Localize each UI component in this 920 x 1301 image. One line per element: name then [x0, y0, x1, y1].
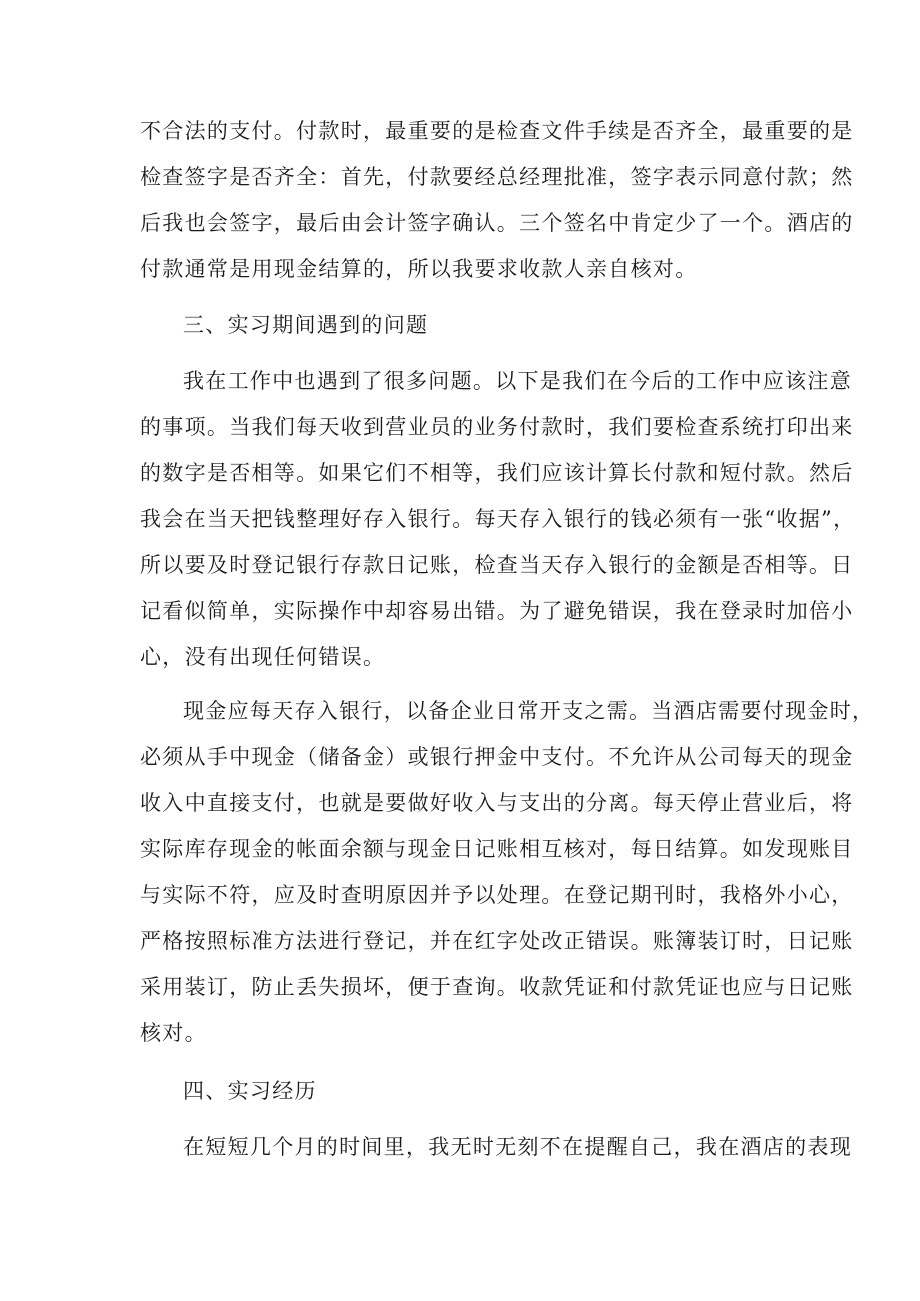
text-line: 我会在当天把钱整理好存入银行。每天存入银行的钱必须有一张“收据”， — [140, 507, 856, 531]
text-line: 记看似简单，实际操作中却容易出错。为了避免错误，我在登录时加倍小 — [140, 599, 854, 623]
text-line: 必须从手中现金（储备金）或银行押金中支付。不允许从公司每天的现金 — [140, 745, 854, 769]
section-heading: 四、实习经历 — [183, 1079, 317, 1103]
text-line: 严格按照标准方法进行登记，并在红字处改正错误。账簿装订时，日记账 — [140, 929, 854, 953]
text-line: 采用装订，防止丢失损坏，便于查询。收款凭证和付款凭证也应与日记账 — [140, 975, 854, 999]
section-heading: 三、实习期间遇到的问题 — [183, 313, 429, 337]
text-line: 在短短几个月的时间里，我无时无刻不在提醒自己，我在酒店的表现 — [183, 1135, 852, 1159]
text-line: 所以要及时登记银行存款日记账，检查当天存入银行的金额是否相等。日 — [140, 553, 854, 577]
text-line: 不合法的支付。付款时，最重要的是检查文件手续是否齐全，最重要的是 — [140, 119, 854, 143]
text-line: 后我也会签字，最后由会计签字确认。三个签名中肯定少了一个。酒店的 — [140, 211, 854, 235]
text-line: 付款通常是用现金结算的，所以我要求收款人亲自核对。 — [140, 257, 698, 281]
text-line: 核对。 — [140, 1021, 207, 1045]
text-line: 与实际不符，应及时查明原因并予以处理。在登记期刊时，我格外小心， — [140, 883, 854, 907]
text-line: 我在工作中也遇到了很多问题。以下是我们在今后的工作中应该注意 — [183, 369, 852, 393]
text-line: 心，没有出现任何错误。 — [140, 645, 386, 669]
text-line: 现金应每天存入银行，以备企业日常开支之需。当酒店需要付现金时， — [183, 699, 875, 723]
text-line: 的事项。当我们每天收到营业员的业务付款时，我们要检查系统打印出来 — [140, 415, 854, 439]
text-line: 检查签字是否齐全：首先，付款要经总经理批准，签字表示同意付款；然 — [140, 165, 854, 189]
text-line: 的数字是否相等。如果它们不相等，我们应该计算长付款和短付款。然后 — [140, 461, 854, 485]
text-line: 收入中直接支付，也就是要做好收入与支出的分离。每天停止营业后，将 — [140, 791, 854, 815]
text-line: 实际库存现金的帐面余额与现金日记账相互核对，每日结算。如发现账目 — [140, 837, 854, 861]
